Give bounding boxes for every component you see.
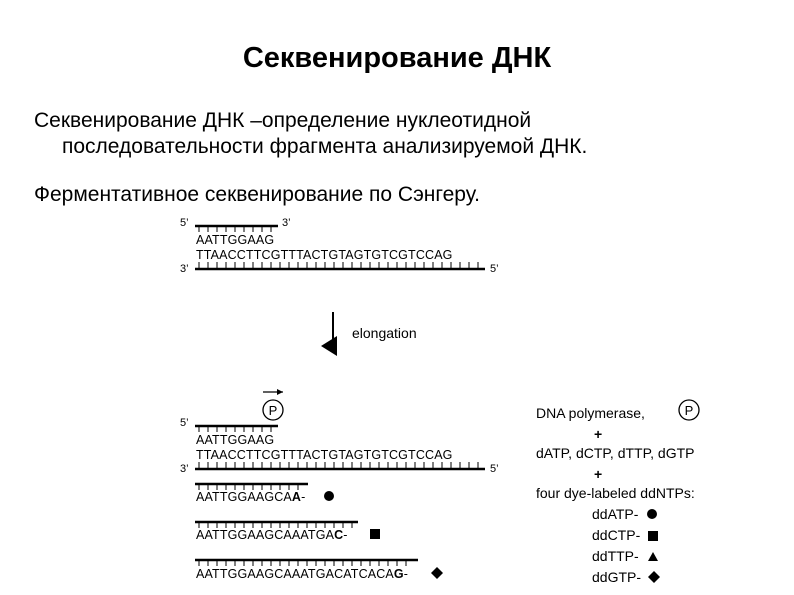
legend-polymerase-symbol: P [684,403,694,418]
slide-title: Секвенирование ДНК [242,42,552,74]
legend-ddctp: ddCTP- [592,527,641,543]
template-sequence-bottom: TTAACCTTCGTTTACTGTAGTGTCGTCCAG [196,448,453,462]
product-2-sequence: AATTGGAAGCAAATGAC- [196,528,348,542]
product-3-sequence: AATTGGAAGCAAATGACATCACAG- [196,567,409,581]
legend-plus-1: + [594,426,603,442]
product-2-square-marker [370,529,380,539]
legend-ddatp: ddATP- [592,506,639,522]
three-prime-label-template-bottom: 3’ [180,463,189,475]
definition-line-2: последовательности фрагмента анализируемой ДНК. [62,135,588,158]
five-prime-label-template-bottom: 5’ [490,463,499,475]
five-prime-label-top: 5’ [180,217,189,229]
elongation-label: elongation [352,325,417,341]
three-prime-label-template-top: 3’ [180,263,189,275]
three-prime-label-top: 3’ [282,217,291,229]
legend-polymerase: DNA polymerase, [536,405,645,421]
polymerase-arrowhead [277,389,283,395]
legend-dye: four dye-labeled ddNTPs: [536,485,695,501]
template-sequence-top: TTAACCTTCGTTTACTGTAGTGTCGTCCAG [196,248,453,262]
legend-plus-2: + [594,466,603,482]
primer-sequence-bottom: AATTGGAAG [196,433,275,447]
product-3-diamond-marker [431,567,443,579]
legend-ddatp-circle [647,509,657,519]
product-1-sequence: AATTGGAAGCAA- [196,490,306,504]
template-ticks-bottom [199,462,478,468]
definition-line-1: Секвенирование ДНК –определение нуклеотидной [34,109,532,132]
five-prime-label-bottom: 5’ [180,417,189,429]
template-ticks-top [199,262,478,268]
polymerase-symbol: P [268,403,278,418]
sanger-paragraph: Ферментативное секвенирование по Сэнгеру. [34,183,480,206]
legend-ddttp-triangle [648,552,658,561]
legend-ddttp: ddTTP- [592,548,639,564]
primer-sequence-top: AATTGGAAG [196,233,275,247]
five-prime-label-template-top: 5’ [490,263,499,275]
legend-ddgtp: ddGTP- [592,569,642,585]
product-1-circle-marker [324,491,334,501]
legend-dntps: dATP, dCTP, dTTP, dGTP [536,445,695,461]
legend-ddctp-square [648,531,658,541]
legend-ddgtp-diamond [648,571,660,583]
